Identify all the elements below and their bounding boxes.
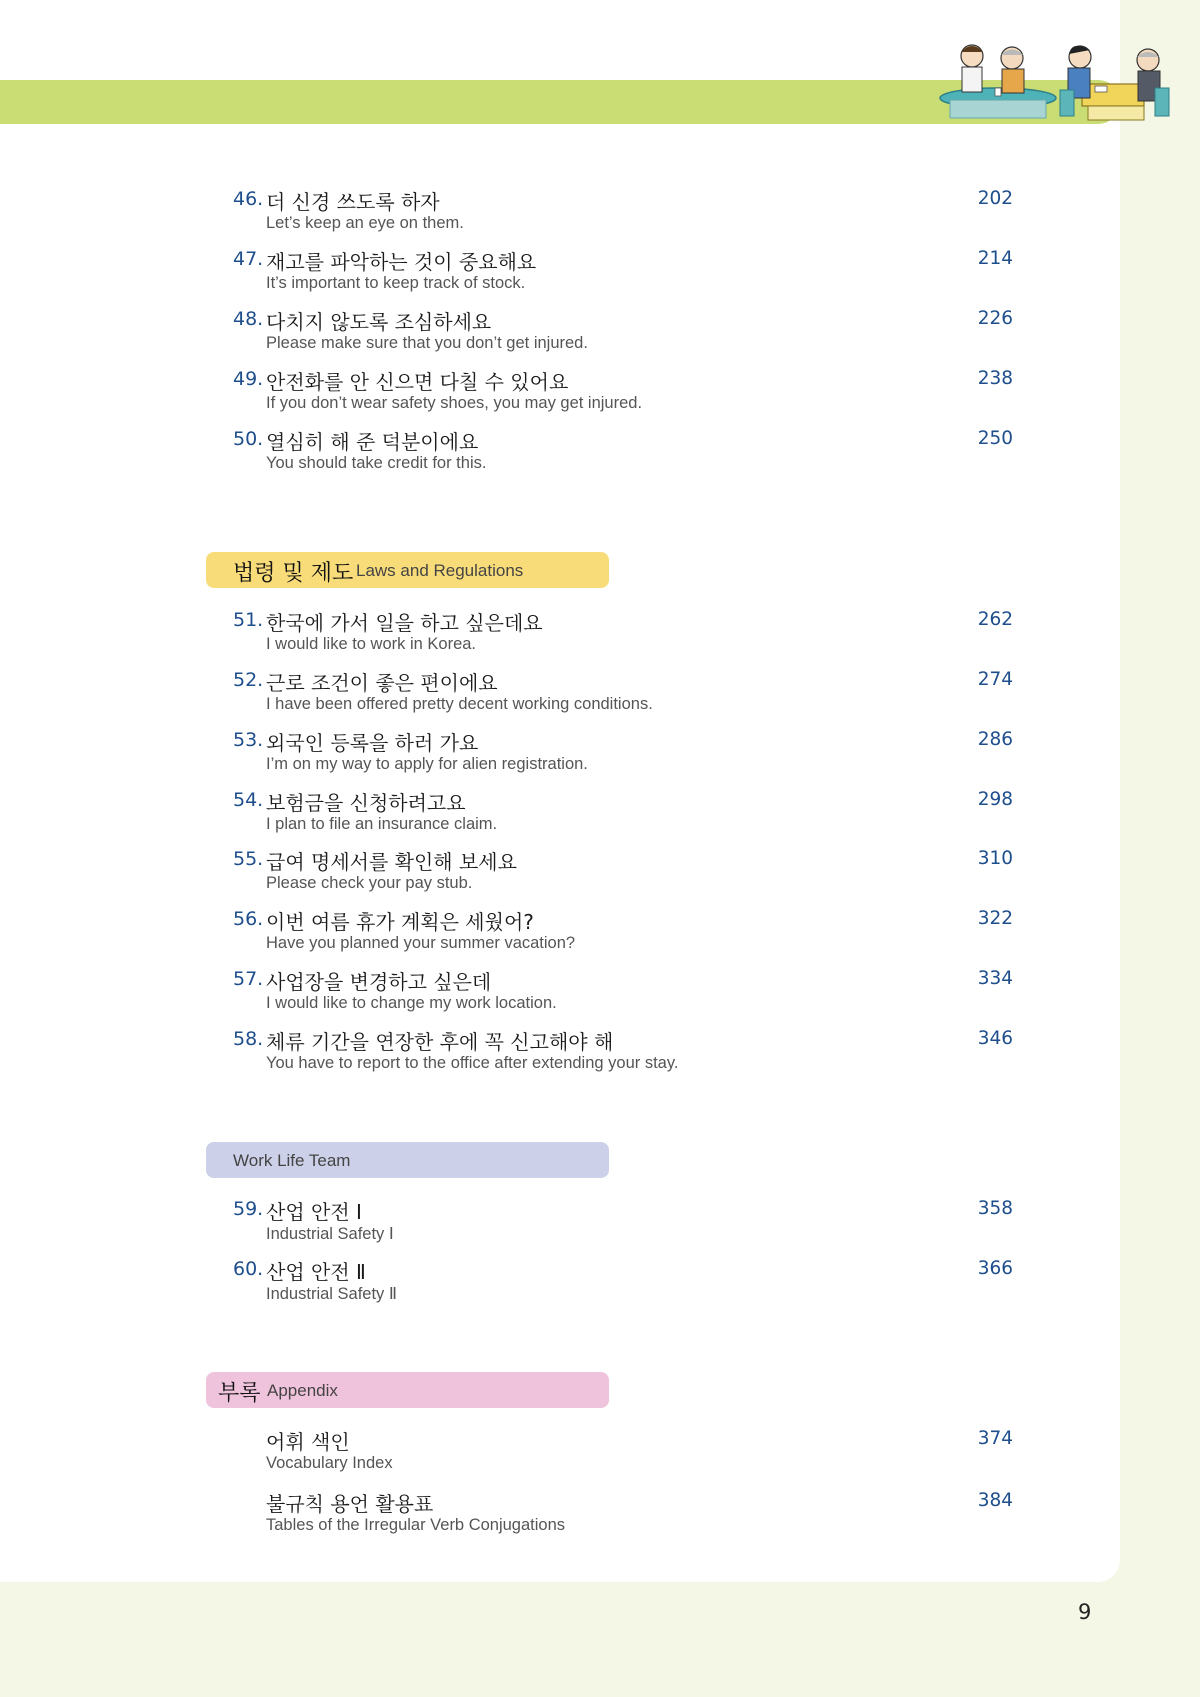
entry-title-english: I would like to work in Korea.: [266, 635, 477, 653]
entry-title-english: I would like to change my work location.: [266, 994, 557, 1012]
entry-title-english: Vocabulary Index: [266, 1454, 393, 1472]
entry-title-korean: 불규칙 용언 활용표: [266, 1492, 434, 1516]
entry-title-english: If you don’t wear safety shoes, you may get injured.: [266, 394, 643, 412]
toc-entry[interactable]: [233, 1490, 1013, 1546]
entry-page: 286: [977, 729, 1013, 750]
entry-title-korean: 더 신경 쓰도록 하자: [266, 190, 440, 214]
entry-number: 47.: [233, 248, 264, 270]
entry-page: 214: [977, 248, 1013, 269]
toc-entry[interactable]: [233, 1428, 1013, 1484]
toc-entry[interactable]: [233, 848, 1013, 904]
toc-entry[interactable]: [233, 669, 1013, 725]
section-header-appendix: [206, 1372, 609, 1408]
entry-title-korean: 외국인 등록을 하러 가요: [266, 731, 479, 755]
toc-entry[interactable]: [233, 908, 1013, 964]
entry-number: 51.: [233, 609, 264, 631]
entry-title-english: Let’s keep an eye on them.: [266, 214, 464, 232]
toc-entry[interactable]: [233, 188, 1013, 244]
entry-number: 58.: [233, 1028, 264, 1050]
entry-title-english: Please check your pay stub.: [266, 874, 473, 892]
toc-entry[interactable]: [233, 1258, 1013, 1314]
section-header-work-life-team: [206, 1142, 609, 1178]
entry-title-korean: 어휘 색인: [266, 1430, 350, 1454]
entry-number: 55.: [233, 848, 264, 870]
entry-title-korean: 보험금을 신청하려고요: [266, 791, 466, 815]
section-title-english: Laws and Regulations: [356, 561, 524, 580]
entry-title-korean: 이번 여름 휴가 계획은 세웠어?: [266, 910, 534, 934]
entry-page: 250: [977, 428, 1013, 449]
entry-title-korean: 열심히 해 준 덕분이에요: [266, 430, 479, 454]
entry-title-english: You have to report to the office after extending your stay.: [266, 1054, 679, 1072]
entry-title-english: It’s important to keep track of stock.: [266, 274, 526, 292]
entry-page: 334: [977, 968, 1013, 989]
entry-title-english: Tables of the Irregular Verb Conjugations: [266, 1516, 566, 1534]
toc-entry[interactable]: [233, 428, 1013, 484]
section-title-korean: 법령 및 제도: [233, 561, 354, 586]
entry-title-english: Have you planned your summer vacation?: [266, 934, 576, 952]
entry-title-english: You should take credit for this.: [266, 454, 487, 472]
entry-page: 374: [977, 1428, 1013, 1449]
entry-page: 238: [977, 368, 1013, 389]
page-number: 9: [1078, 1600, 1092, 1624]
entry-number: 52.: [233, 669, 264, 691]
entry-title-korean: 재고를 파악하는 것이 중요해요: [266, 250, 537, 274]
toc-entry[interactable]: [233, 248, 1013, 304]
entry-page: 226: [977, 308, 1013, 329]
entry-title-english: Industrial Safety Ⅱ: [266, 1285, 398, 1303]
entry-number: 50.: [233, 428, 264, 450]
section-header-laws: [206, 552, 609, 588]
toc-entry[interactable]: [233, 1198, 1013, 1254]
section-title-english: Appendix: [267, 1381, 338, 1400]
entry-page: 262: [977, 609, 1013, 630]
entry-title-korean: 산업 안전 Ⅰ: [266, 1200, 362, 1224]
entry-title-korean: 사업장을 변경하고 싶은데: [266, 970, 492, 994]
entry-number: 49.: [233, 368, 264, 390]
toc-entry[interactable]: [233, 968, 1013, 1024]
entry-title-english: I’m on my way to apply for alien registration.: [266, 755, 588, 773]
entry-page: 358: [977, 1198, 1013, 1219]
entry-title-korean: 한국에 가서 일을 하고 싶은데요: [266, 611, 543, 635]
entry-number: 53.: [233, 729, 264, 751]
entry-page: 202: [977, 188, 1013, 209]
entry-title-korean: 체류 기간을 연장한 후에 꼭 신고해야 해: [266, 1030, 614, 1054]
entry-title-english: I have been offered pretty decent working conditions.: [266, 695, 653, 713]
entry-page: 274: [977, 669, 1013, 690]
entry-title-english: I plan to file an insurance claim.: [266, 815, 498, 833]
entry-page: 346: [977, 1028, 1013, 1049]
entry-page: 298: [977, 789, 1013, 810]
entry-page: 310: [977, 848, 1013, 869]
section-title-korean: 부록: [218, 1381, 261, 1406]
entry-title-english: Please make sure that you don’t get injured.: [266, 334, 588, 352]
entry-number: 56.: [233, 908, 264, 930]
entry-title-korean: 급여 명세서를 확인해 보세요: [266, 850, 517, 874]
entry-number: 48.: [233, 308, 264, 330]
toc-entry[interactable]: [233, 368, 1013, 424]
entry-number: 60.: [233, 1258, 264, 1280]
toc-entry[interactable]: [233, 789, 1013, 845]
entry-number: 57.: [233, 968, 264, 990]
entry-page: 366: [977, 1258, 1013, 1279]
entry-title-korean: 산업 안전 Ⅱ: [266, 1260, 366, 1284]
toc-entry[interactable]: [233, 609, 1013, 665]
entry-title-korean: 안전화를 안 신으면 다칠 수 있어요: [266, 370, 569, 394]
entry-title-korean: 근로 조건이 좋은 편이에요: [266, 671, 498, 695]
entry-page: 322: [977, 908, 1013, 929]
toc-entry[interactable]: [233, 1028, 1013, 1084]
toc-entry[interactable]: [233, 729, 1013, 785]
toc-entry[interactable]: [233, 308, 1013, 364]
entry-page: 384: [977, 1490, 1013, 1511]
entry-title-english: Industrial Safety Ⅰ: [266, 1225, 394, 1243]
office-workers-illustration: [900, 0, 1200, 124]
section-title-english: Work Life Team: [233, 1151, 351, 1170]
entry-number: 54.: [233, 789, 264, 811]
entry-title-korean: 다치지 않도록 조심하세요: [266, 310, 492, 334]
entry-number: 46.: [233, 188, 264, 210]
entry-number: 59.: [233, 1198, 264, 1220]
